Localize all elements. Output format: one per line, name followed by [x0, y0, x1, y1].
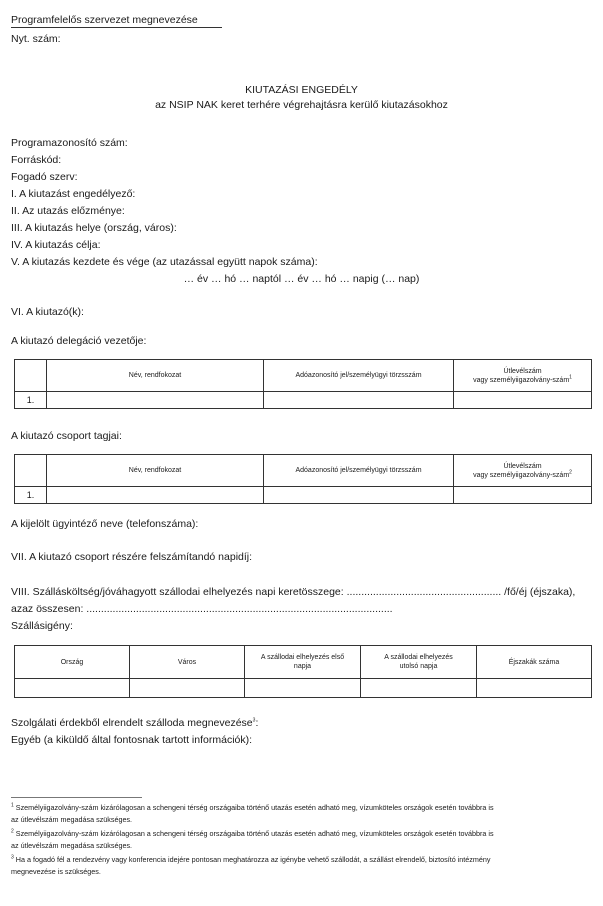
- passport-header-line1: Útlevélszám: [503, 367, 542, 375]
- table-row: [15, 679, 592, 698]
- header-country: Ország: [15, 646, 130, 679]
- passport-header-text: vagy személyiigazolvány-szám: [473, 376, 570, 384]
- row-number: 1.: [15, 487, 47, 504]
- footnote-separator: [11, 797, 142, 798]
- first-day-line1: A szállodai elhelyezés első: [260, 654, 345, 661]
- travellers-label: VI. A kiutazó(k):: [11, 306, 84, 318]
- table-header-tax-id: Adóazonosító jel/személyügyi törzsszám: [264, 455, 454, 487]
- footnote-marker: 2: [569, 469, 572, 476]
- passport-cell[interactable]: [454, 487, 592, 504]
- header-last-day: [361, 646, 477, 679]
- table-header-passport: [454, 455, 592, 487]
- hotel-label: [11, 717, 258, 730]
- passport-header-line2: [454, 376, 591, 385]
- last-day-cell[interactable]: [361, 679, 477, 698]
- last-day-line1: A szállodai elhelyezés: [384, 654, 453, 661]
- header-city: Város: [130, 646, 245, 679]
- footnote-2-line2: az útlevélszám megadása szükséges.: [11, 841, 133, 850]
- footnote-1-line1: [11, 803, 494, 814]
- footnote-1-number: 1: [11, 802, 14, 809]
- footnote-2-line1: [11, 829, 494, 840]
- footnote-marker: 1: [569, 374, 572, 381]
- passport-cell[interactable]: [454, 392, 592, 409]
- city-cell[interactable]: [130, 679, 245, 698]
- footnote-marker: 3: [252, 717, 256, 724]
- delegation-leader-table: [14, 359, 592, 409]
- tax-id-cell[interactable]: [264, 392, 454, 409]
- footnote-1-line2: az útlevélszám megadása szükséges.: [11, 815, 133, 824]
- trip-dates-label: V. A kiutazás kezdete és vége (az utazással együtt napok száma):: [11, 256, 318, 268]
- group-members-label: A kiutazó csoport tagjai:: [11, 430, 122, 442]
- program-id-label: Programazonosító szám:: [11, 137, 128, 149]
- other-info-label: Egyéb (a kiküldő által fontosnak tartott információk):: [11, 734, 253, 746]
- group-members-table: [14, 454, 592, 504]
- trip-dates-placeholder: … év … hó … naptól … év … hó … napig (… nap): [183, 273, 420, 285]
- approver-label: I. A kiutazást engedélyező:: [11, 188, 136, 200]
- first-day-cell[interactable]: [245, 679, 361, 698]
- host-organization-label: Fogadó szerv:: [11, 171, 78, 183]
- table-header-cell: [15, 360, 47, 392]
- table-header-passport: [454, 360, 592, 392]
- footnote-3-line1: [11, 855, 490, 866]
- hotel-label-text: Szolgálati érdekből elrendelt szálloda megnevezése: [11, 717, 253, 729]
- passport-header-line2: [454, 471, 591, 480]
- footnote-3-text: Ha a fogadó fél a rendezvény vagy konferencia idejére pontosan meghatározza az igénybe vehető szállodát, a szállást elrendelő, biztosító intézmény: [15, 855, 491, 864]
- footnote-1-text: Személyiigazolvány-szám kizárólagosan a schengeni térség országaiba történő utazás esetén adható meg, vízumköteles országok esetén továbbra is: [15, 803, 494, 812]
- daily-allowance-label: VII. A kiutazó csoport részére felszámítandó napidíj:: [11, 551, 253, 563]
- accommodation-total-line: azaz összesen: .........................................................................................................: [11, 603, 393, 615]
- last-day-line2: utolsó napja: [399, 663, 438, 670]
- tax-id-cell[interactable]: [264, 487, 454, 504]
- document-subtitle: az NSIP NAK keret terhére végrehajtásra kerülő kiutazásokhoz: [155, 99, 448, 111]
- name-cell[interactable]: [47, 487, 264, 504]
- row-number: 1.: [15, 392, 47, 409]
- trip-background-label: II. Az utazás előzménye:: [11, 205, 125, 217]
- table-header-cell: [15, 455, 47, 487]
- accommodation-need-label: Szállásigény:: [11, 620, 73, 632]
- organization-label: Programfelelős szervezet megnevezése: [11, 14, 198, 26]
- table-row: [15, 392, 592, 409]
- header-nights: Éjszakák száma: [477, 646, 592, 679]
- passport-header-line1: Útlevélszám: [503, 462, 542, 470]
- table-header-tax-id: Adóazonosító jel/személyügyi törzsszám: [264, 360, 454, 392]
- table-header-name: Név, rendfokozat: [47, 360, 264, 392]
- footnote-3-line2: megnevezése is szükséges.: [11, 867, 101, 876]
- table-header-name: Név, rendfokozat: [47, 455, 264, 487]
- nyt-number-label: Nyt. szám:: [11, 33, 61, 45]
- passport-header-text: vagy személyiigazolvány-szám: [473, 471, 570, 479]
- name-cell[interactable]: [47, 392, 264, 409]
- accommodation-table: [14, 645, 592, 698]
- organization-underline: [11, 27, 222, 28]
- first-day-line2: napja: [293, 663, 312, 670]
- accommodation-cost-line: VIII. Szállásköltség/jóváhagyott szállodai elhelyezés napi keretösszege: ..................................................... /fő/éj (éjszaka),: [11, 586, 576, 598]
- footnote-2-number: 2: [11, 828, 14, 835]
- official-label: A kijelölt ügyintéző neve (telefonszáma):: [11, 518, 199, 530]
- hotel-label-colon: :: [255, 717, 259, 729]
- nights-cell[interactable]: [477, 679, 592, 698]
- delegation-leader-label: A kiutazó delegáció vezetője:: [11, 335, 147, 347]
- source-code-label: Forráskód:: [11, 154, 62, 166]
- footnote-2-text: Személyiigazolvány-szám kizárólagosan a schengeni térség országaiba történő utazás esetén adható meg, vízumköteles országok esetén továbbra is: [15, 829, 494, 838]
- trip-purpose-label: IV. A kiutazás célja:: [11, 239, 101, 251]
- country-cell[interactable]: [15, 679, 130, 698]
- footnote-3-number: 3: [11, 854, 14, 861]
- document-title: KIUTAZÁSI ENGEDÉLY: [245, 84, 358, 96]
- trip-location-label: III. A kiutazás helye (ország, város):: [11, 222, 177, 234]
- header-first-day: [245, 646, 361, 679]
- table-row: [15, 487, 592, 504]
